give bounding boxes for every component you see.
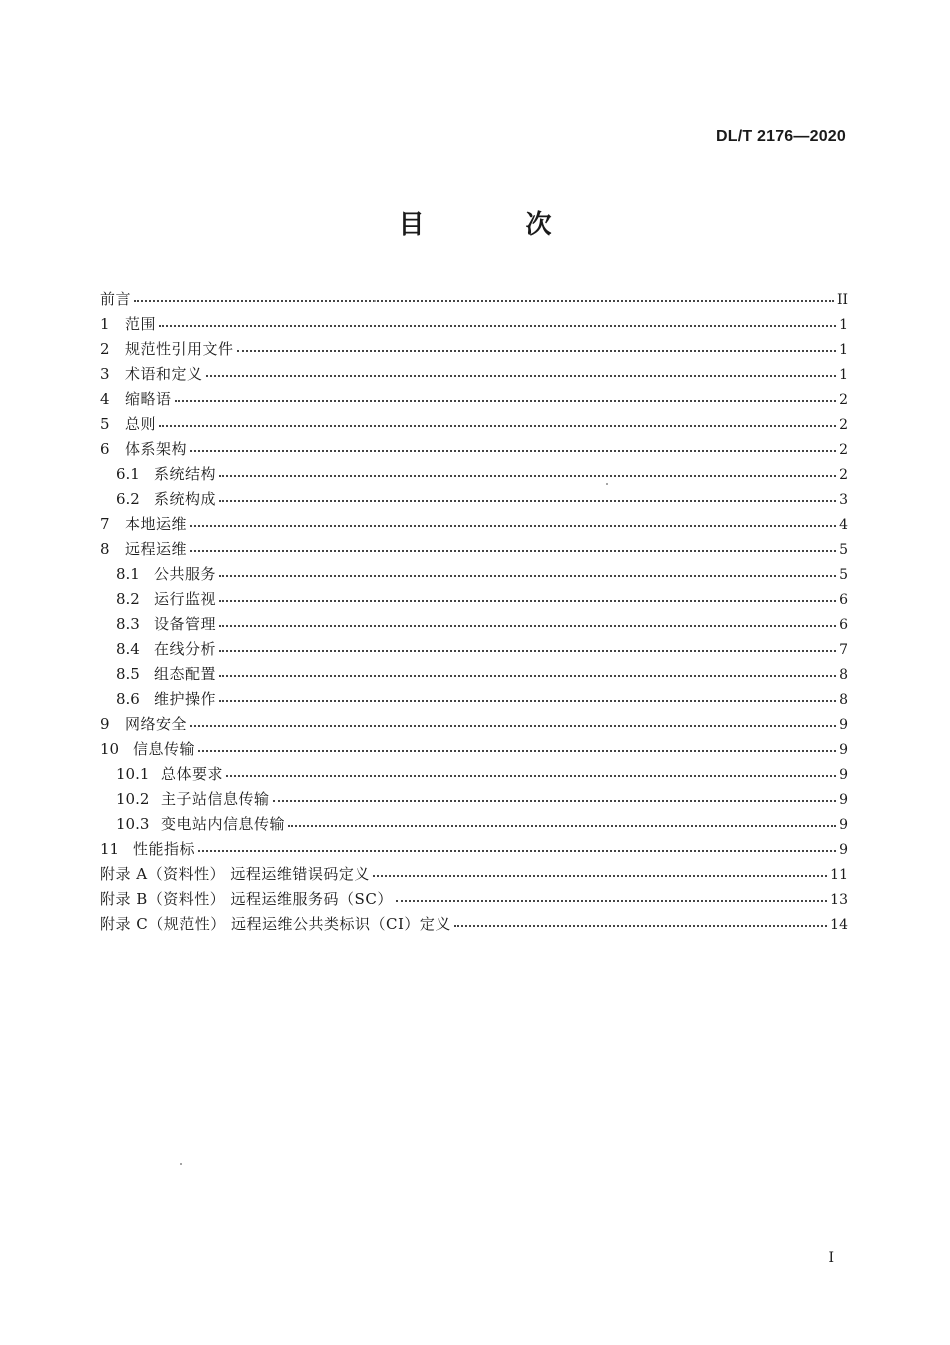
toc-entry[interactable]	[100, 412, 848, 437]
toc-entry-page: 14	[830, 917, 848, 933]
toc-entry[interactable]	[100, 537, 848, 562]
table-of-contents	[100, 287, 848, 937]
toc-entry-page: 5	[839, 567, 848, 583]
toc-entry-page: 9	[839, 717, 848, 733]
toc-entry[interactable]	[100, 862, 848, 887]
toc-entry-number: 1	[100, 315, 110, 333]
toc-entry-page: 9	[839, 792, 848, 808]
toc-entry-title: 系统结构	[154, 465, 217, 483]
toc-entry-number: 8.3	[116, 615, 140, 633]
dot-leader	[219, 624, 836, 627]
toc-entry-number: 10.2	[116, 790, 150, 808]
toc-entry[interactable]	[100, 312, 848, 337]
toc-entry-page: 7	[839, 642, 848, 658]
standard-code: DL/T 2176—2020	[716, 128, 846, 145]
toc-entry-page: 6	[839, 617, 848, 633]
toc-entry[interactable]	[100, 587, 848, 612]
toc-entry-title: 术语和定义	[125, 365, 203, 383]
toc-entry[interactable]	[100, 712, 848, 737]
toc-entry-page: 8	[839, 692, 848, 708]
toc-entry[interactable]	[100, 662, 848, 687]
page-title: 目 次	[398, 210, 598, 240]
toc-entry[interactable]	[100, 487, 848, 512]
toc-entry-title: 前言	[100, 290, 132, 308]
dot-leader	[273, 799, 837, 802]
toc-entry-page: 6	[839, 592, 848, 608]
toc-entry[interactable]	[100, 562, 848, 587]
dot-leader	[219, 599, 836, 602]
toc-entry-page: 4	[839, 517, 848, 533]
toc-entry[interactable]	[100, 787, 848, 812]
toc-entry-page: 8	[839, 667, 848, 683]
toc-entry-number: 6	[100, 440, 110, 458]
toc-entry-page: 5	[839, 542, 848, 558]
toc-entry[interactable]	[100, 437, 848, 462]
dot-leader	[175, 399, 837, 402]
toc-entry-number: 5	[100, 415, 110, 433]
toc-entry-title: 远程运维	[125, 540, 188, 558]
dot-leader	[454, 924, 827, 927]
page-number: I	[828, 1250, 834, 1266]
dot-leader	[237, 349, 837, 352]
toc-entry-number: 10	[100, 740, 120, 758]
scan-speck	[374, 300, 376, 302]
toc-entry-number: 7	[100, 515, 110, 533]
toc-entry[interactable]	[100, 837, 848, 862]
toc-entry-number: 11	[100, 840, 120, 858]
toc-entry-page: 1	[839, 317, 848, 333]
toc-entry-number: 10.1	[116, 765, 150, 783]
toc-entry-title: 系统构成	[154, 490, 217, 508]
toc-entry-page: 2	[839, 442, 848, 458]
toc-entry[interactable]	[100, 912, 848, 937]
toc-entry-title: 规范性引用文件	[125, 340, 234, 358]
toc-entry-number: 8.1	[116, 565, 140, 583]
toc-entry-title: 范围	[125, 315, 157, 333]
toc-entry-page: 3	[839, 492, 848, 508]
toc-entry-number: 2	[100, 340, 110, 358]
toc-entry-page: 9	[839, 767, 848, 783]
dot-leader	[219, 649, 836, 652]
toc-entry[interactable]	[100, 462, 848, 487]
dot-leader	[159, 424, 836, 427]
toc-entry-page: 1	[839, 342, 848, 358]
toc-entry-title: 维护操作	[154, 690, 217, 708]
toc-entry-title: 公共服务	[154, 565, 217, 583]
toc-entry-page: 11	[830, 867, 848, 883]
toc-entry-number: 3	[100, 365, 110, 383]
scan-speck	[180, 1163, 182, 1165]
toc-entry-number: 4	[100, 390, 110, 408]
dot-leader	[219, 499, 836, 502]
toc-entry-number: 8.2	[116, 590, 140, 608]
toc-entry-title: 附录 A（资料性） 远程运维错误码定义	[100, 865, 370, 883]
toc-entry-title: 变电站内信息传输	[161, 815, 286, 833]
dot-leader	[198, 849, 836, 852]
toc-entry-number: 8.4	[116, 640, 140, 658]
toc-entry-title: 在线分析	[154, 640, 217, 658]
dot-leader	[206, 374, 837, 377]
dot-leader	[159, 324, 836, 327]
toc-entry[interactable]	[100, 887, 848, 912]
toc-entry[interactable]	[100, 287, 848, 312]
toc-entry-number: 8	[100, 540, 110, 558]
dot-leader	[219, 574, 836, 577]
toc-entry-title: 缩略语	[125, 390, 172, 408]
toc-entry-number: 8.5	[116, 665, 140, 683]
toc-entry-number: 9	[100, 715, 110, 733]
toc-entry-title: 组态配置	[154, 665, 217, 683]
toc-entry[interactable]	[100, 637, 848, 662]
toc-entry-title: 总则	[125, 415, 157, 433]
toc-entry[interactable]	[100, 812, 848, 837]
dot-leader	[190, 724, 836, 727]
toc-entry-title: 设备管理	[154, 615, 217, 633]
toc-entry-page: 9	[839, 742, 848, 758]
dot-leader	[190, 449, 836, 452]
toc-entry-page: 2	[839, 467, 848, 483]
toc-entry[interactable]	[100, 337, 848, 362]
toc-entry[interactable]	[100, 612, 848, 637]
toc-entry-title: 网络安全	[125, 715, 188, 733]
dot-leader	[226, 774, 836, 777]
toc-entry-title: 本地运维	[125, 515, 188, 533]
dot-leader	[198, 749, 836, 752]
toc-entry[interactable]	[100, 512, 848, 537]
dot-leader	[219, 699, 836, 702]
toc-entry[interactable]	[100, 362, 848, 387]
toc-entry-title: 附录 B（资料性） 远程运维服务码（SC）	[100, 890, 393, 908]
toc-entry-number: 10.3	[116, 815, 150, 833]
dot-leader	[396, 899, 827, 902]
toc-entry-page: 9	[839, 842, 848, 858]
toc-entry-number: 8.6	[116, 690, 140, 708]
toc-entry-title: 体系架构	[125, 440, 188, 458]
dot-leader	[190, 524, 836, 527]
toc-entry-title: 总体要求	[161, 765, 224, 783]
toc-entry-page: 2	[839, 417, 848, 433]
toc-entry-title: 运行监视	[154, 590, 217, 608]
dot-leader	[373, 874, 827, 877]
dot-leader	[134, 299, 834, 302]
toc-entry[interactable]	[100, 762, 848, 787]
toc-entry[interactable]	[100, 737, 848, 762]
toc-entry-title: 性能指标	[133, 840, 196, 858]
toc-entry-page: 13	[830, 892, 848, 908]
toc-entry-number: 6.2	[116, 490, 140, 508]
toc-entry-page: 9	[839, 817, 848, 833]
dot-leader	[219, 674, 836, 677]
dot-leader	[288, 824, 836, 827]
toc-entry-page: 1	[839, 367, 848, 383]
toc-entry-page: II	[836, 292, 848, 308]
toc-entry-title: 信息传输	[133, 740, 196, 758]
toc-entry[interactable]	[100, 387, 848, 412]
dot-leader	[219, 474, 836, 477]
toc-entry-title: 附录 C（规范性） 远程运维公共类标识（CI）定义	[100, 915, 451, 933]
toc-entry-title: 主子站信息传输	[161, 790, 270, 808]
dot-leader	[190, 549, 836, 552]
toc-entry[interactable]	[100, 687, 848, 712]
toc-entry-page: 2	[839, 392, 848, 408]
toc-entry-number: 6.1	[116, 465, 140, 483]
scan-speck	[606, 483, 608, 485]
